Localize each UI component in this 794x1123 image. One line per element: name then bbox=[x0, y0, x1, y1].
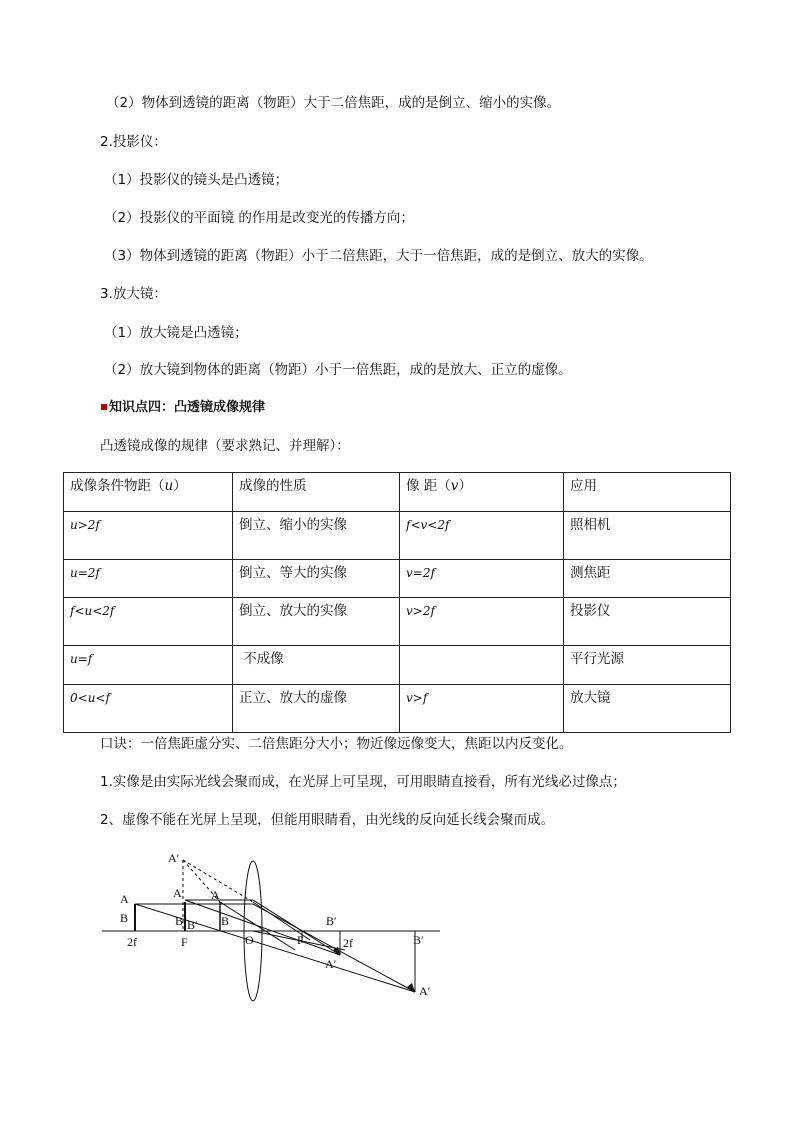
label-B-near: B bbox=[221, 914, 230, 928]
bullet-square-icon bbox=[101, 404, 107, 410]
header-object-distance: 成像条件物距（u） bbox=[64, 473, 233, 512]
label-B-prime-far: B′ bbox=[413, 933, 424, 947]
imaging-rules-table bbox=[63, 472, 731, 733]
label-F-left: F bbox=[181, 935, 188, 949]
label-A-near: A bbox=[211, 888, 220, 902]
cell-nature: 倒立、缩小的实像 bbox=[233, 512, 400, 560]
header-application: 应用 bbox=[564, 473, 731, 512]
cell-image-distance: v>f bbox=[400, 685, 564, 733]
label-B-mid: B bbox=[175, 914, 184, 928]
paragraph-projector-rule: （3）物体到透镜的距离（物距）小于二倍焦距，大于一倍焦距，成的是倒立、放大的实像。 bbox=[104, 248, 653, 264]
mnemonic: 口诀：一倍焦距虚分实、二倍焦距分大小；物近像远像变大，焦距以内反变化。 bbox=[100, 736, 573, 752]
label-A-prime-near: A′ bbox=[325, 957, 337, 971]
label-A-mid: A bbox=[173, 886, 182, 900]
cell-application: 平行光源 bbox=[564, 646, 731, 685]
cell-nature: 不成像 bbox=[233, 646, 400, 685]
cell-nature: 倒立、放大的实像 bbox=[233, 598, 400, 646]
cell-application: 测焦距 bbox=[564, 560, 731, 598]
section-title bbox=[101, 399, 265, 417]
paragraph-projector-mirror: （2）投影仪的平面镜 的作用是改变光的传播方向； bbox=[104, 210, 414, 226]
paragraph-magnifier-lens: （1）放大镜是凸透镜； bbox=[104, 325, 248, 341]
label-O: O bbox=[245, 933, 254, 947]
cell-image-distance: f<v<2f bbox=[400, 512, 564, 560]
cell-image-distance: v=2f bbox=[400, 560, 564, 598]
cell-application: 照相机 bbox=[564, 512, 731, 560]
paragraph-camera-rule: （2）物体到透镜的距离（物距）大于二倍焦距，成的是倒立、缩小的实像。 bbox=[106, 95, 561, 111]
cell-condition: 0<u<f bbox=[64, 685, 233, 733]
table-row bbox=[64, 598, 731, 646]
label-B-far: B bbox=[120, 911, 129, 925]
header-image-distance: 像 距（v） bbox=[400, 473, 564, 512]
cell-condition: u=f bbox=[64, 646, 233, 685]
cell-nature: 倒立、等大的实像 bbox=[233, 560, 400, 598]
header-image-nature: 成像的性质 bbox=[233, 473, 400, 512]
label-2f-left: 2f bbox=[127, 935, 137, 949]
paragraph-projector-lens: （1）投影仪的镜头是凸透镜； bbox=[104, 172, 289, 188]
table-row bbox=[64, 512, 731, 560]
cell-nature: 正立、放大的虚像 bbox=[233, 685, 400, 733]
label-A-far: A bbox=[120, 892, 129, 906]
cell-condition: u>2f bbox=[64, 512, 233, 560]
label-A-prime-far: A′ bbox=[419, 984, 431, 998]
paragraph-magnifier-rule: （2）放大镜到物体的距离（物距）小于一倍焦距，成的是放大、正立的虚像。 bbox=[104, 362, 572, 378]
note-virtual-image: 2、虚像不能在光屏上呈现，但能用眼睛看，由光线的反向延长线会聚而成。 bbox=[100, 812, 555, 828]
cell-application: 放大镜 bbox=[564, 685, 731, 733]
cell-application: 投影仪 bbox=[564, 598, 731, 646]
label-B-prime-near: B′ bbox=[326, 914, 337, 928]
label-B-prime-mid: B′ bbox=[187, 918, 198, 932]
cell-condition: u=2f bbox=[64, 560, 233, 598]
section-intro: 凸透镜成像的规律（要求熟记、并理解）： bbox=[100, 438, 350, 454]
label-F-right: F bbox=[297, 933, 304, 947]
table-row bbox=[64, 646, 731, 685]
table-row bbox=[64, 685, 731, 733]
cell-image-distance bbox=[400, 646, 564, 685]
cell-condition: f<u<2f bbox=[64, 598, 233, 646]
label-2f-right: 2f bbox=[343, 936, 353, 950]
heading-projector: 2.投影仪： bbox=[100, 134, 167, 150]
heading-magnifier: 3.放大镜： bbox=[100, 286, 167, 302]
note-real-image: 1.实像是由实际光线会聚而成，在光屏上可呈现，可用眼睛直接看，所有光线必过像点； bbox=[100, 774, 626, 790]
table-row bbox=[64, 560, 731, 598]
table-header-row bbox=[64, 473, 731, 512]
cell-image-distance: v>2f bbox=[400, 598, 564, 646]
label-A-prime-virtual: A′ bbox=[168, 851, 180, 865]
section-title-text: 知识点四：凸透镜成像规律 bbox=[109, 400, 266, 415]
lens-ray-diagram bbox=[95, 840, 455, 1010]
